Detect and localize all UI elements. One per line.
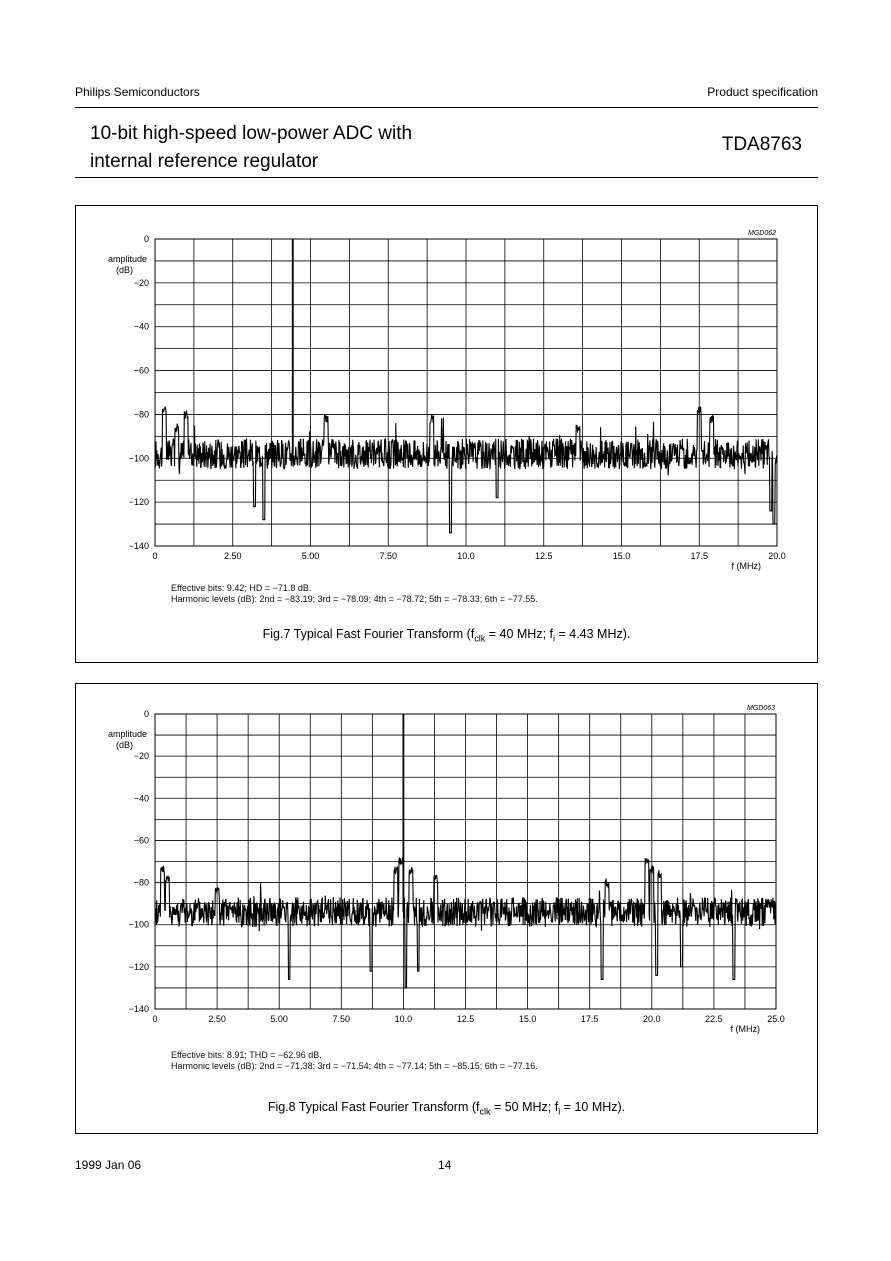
y-axis-label: amplitude bbox=[107, 729, 147, 739]
title-line-1: 10-bit high-speed low-power ADC with bbox=[90, 123, 413, 144]
x-tick-label: 22.5 bbox=[705, 1014, 723, 1024]
x-tick-label: 17.5 bbox=[580, 1014, 599, 1024]
y-tick-label: −120 bbox=[128, 497, 149, 508]
x-tick-label: 25.0 bbox=[767, 1014, 785, 1024]
x-tick-label: 12.5 bbox=[534, 551, 553, 561]
y-tick-label: −140 bbox=[128, 1004, 149, 1014]
harmonic-levels-note: Harmonic levels (dB): 2nd = −71.38; 3rd = −71.54; 4th = −77.14; 5th = −85.15; 6th = −77.16. bbox=[171, 1061, 538, 1071]
company-name: Philips Semiconductors bbox=[75, 85, 200, 99]
x-tick-label: 7.50 bbox=[379, 551, 398, 561]
y-tick-label: −60 bbox=[133, 365, 149, 376]
y-tick-label: −100 bbox=[128, 453, 149, 464]
x-tick-label: 20.0 bbox=[643, 1014, 661, 1024]
x-tick-label: 0 bbox=[152, 1014, 158, 1024]
part-number: TDA8763 bbox=[721, 134, 802, 155]
figure-8-notes bbox=[171, 1050, 538, 1072]
figure-7-caption: Fig.7 Typical Fast Fourier Transform ($f_{clk} = 40$ MHz; $f_i = 4.43$ MHz). bbox=[262, 627, 631, 644]
y-tick-label: 0 bbox=[143, 709, 149, 719]
y-axis-label: amplitude bbox=[107, 254, 147, 264]
y-tick-label: −20 bbox=[133, 277, 149, 288]
x-tick-label: 20.0 bbox=[768, 551, 786, 561]
y-tick-label: −80 bbox=[133, 877, 149, 888]
y-tick-label: −40 bbox=[133, 321, 149, 332]
x-tick-label: 7.50 bbox=[332, 1014, 351, 1024]
y-axis-unit: (dB) bbox=[115, 740, 133, 750]
x-axis-label: f (MHz) bbox=[730, 1024, 760, 1034]
figure-8 bbox=[75, 683, 818, 1134]
y-tick-label: −80 bbox=[133, 409, 149, 420]
y-tick-label: −100 bbox=[128, 919, 149, 930]
x-tick-label: 15.0 bbox=[518, 1014, 537, 1024]
x-axis-label: f (MHz) bbox=[731, 561, 761, 571]
figure-code: MGD062 bbox=[747, 230, 776, 237]
y-tick-label: −120 bbox=[128, 961, 149, 972]
x-tick-label: 5.00 bbox=[270, 1014, 288, 1024]
effective-bits-note: Effective bits: 8.91; THD = −62.96 dB. bbox=[171, 1050, 322, 1060]
figure-7-notes bbox=[171, 583, 538, 605]
footer-date: 1999 Jan 06 bbox=[75, 1158, 142, 1172]
x-tick-label: 2.50 bbox=[223, 551, 242, 561]
y-tick-label: −140 bbox=[128, 541, 149, 551]
title-rule bbox=[75, 177, 818, 178]
figure-8-caption: Fig.8 Typical Fast Fourier Transform ($f_{clk} = 50$ MHz; $f_i = 10$ MHz). bbox=[267, 1100, 626, 1117]
x-tick-label: 15.0 bbox=[612, 551, 631, 561]
x-tick-label: 0 bbox=[152, 551, 158, 561]
page-number: 14 bbox=[438, 1158, 452, 1172]
y-tick-label: −20 bbox=[133, 751, 149, 762]
title-line-2: internal reference regulator bbox=[90, 151, 319, 172]
header-rule bbox=[75, 107, 818, 108]
y-tick-label: 0 bbox=[143, 234, 149, 244]
x-tick-label: 10.0 bbox=[394, 1014, 413, 1024]
x-tick-label: 2.50 bbox=[208, 1014, 226, 1024]
figure-code: MGD063 bbox=[746, 705, 775, 712]
x-tick-label: 12.5 bbox=[456, 1014, 475, 1024]
document-title bbox=[90, 120, 412, 176]
x-tick-label: 17.5 bbox=[690, 551, 709, 561]
harmonic-levels-note: Harmonic levels (dB): 2nd = −83.19; 3rd = −78.09; 4th = −78.72; 5th = −78.33; 6th = −77.55. bbox=[171, 594, 538, 604]
x-tick-label: 5.00 bbox=[301, 551, 320, 561]
y-tick-label: −40 bbox=[133, 793, 149, 804]
document-type: Product specification bbox=[707, 85, 818, 99]
effective-bits-note: Effective bits: 9.42; HD = −71.8 dB. bbox=[171, 583, 312, 593]
figure-7 bbox=[75, 205, 818, 663]
y-tick-label: −60 bbox=[133, 835, 149, 846]
x-tick-label: 10.0 bbox=[457, 551, 475, 561]
y-axis-unit: (dB) bbox=[115, 265, 133, 275]
